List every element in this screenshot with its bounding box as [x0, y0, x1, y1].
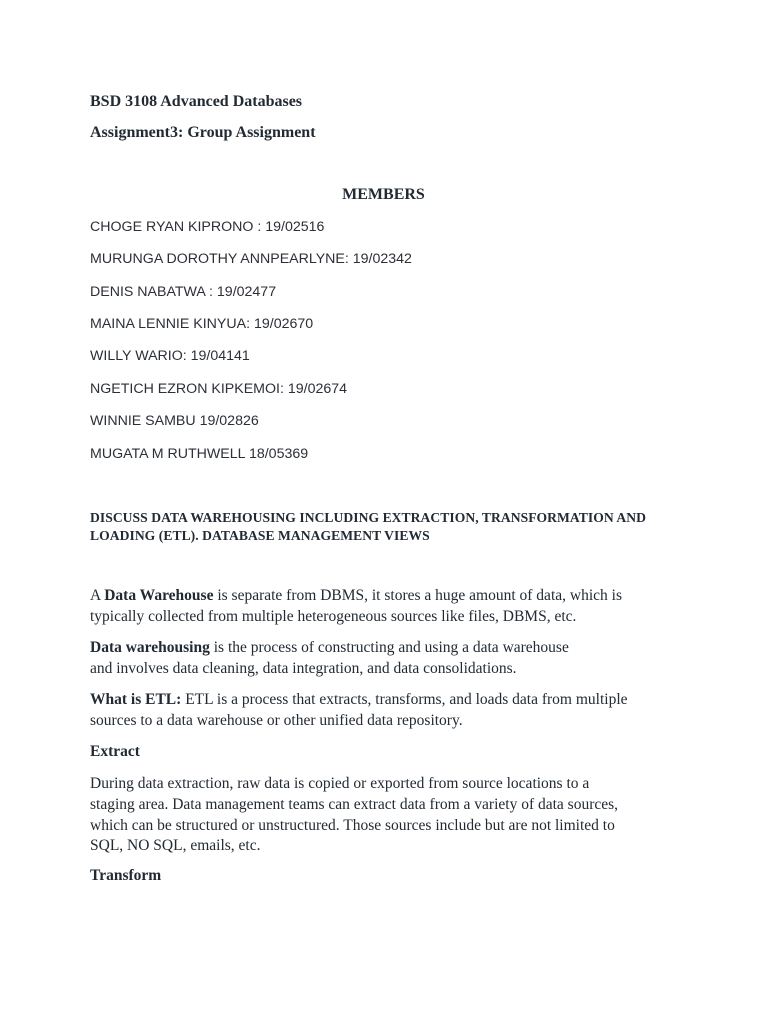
document-page	[90, 0, 690, 1024]
member-item: MAINA LENNIE KINYUA: 19/02670	[90, 316, 314, 332]
member-item: DENIS NABATWA : 19/02477	[90, 284, 277, 300]
paragraph-text: A	[90, 587, 105, 604]
member-item: MUGATA M RUTHWELL 18/05369	[90, 446, 309, 462]
paragraph-text: typically collected from multiple heterogeneous sources like files, DBMS, etc.	[90, 607, 577, 625]
transform-heading: Transform	[90, 867, 162, 884]
question-line: LOADING (ETL). DATABASE MANAGEMENT VIEWS	[90, 528, 430, 543]
term-etl: What is ETL:	[90, 691, 182, 708]
paragraph-line: which can be structured or unstructured. Those sources include but are not limited to	[90, 816, 615, 834]
paragraph-line: staging area. Data management teams can extract data from a variety of data sources,	[90, 795, 619, 813]
paragraph-text: is separate from DBMS, it stores a huge amount of data, which is	[213, 587, 622, 604]
paragraph-line: SQL, NO SQL, emails, etc.	[90, 837, 261, 855]
member-item: CHOGE RYAN KIPRONO : 19/02516	[90, 219, 325, 235]
paragraph-text: is the process of constructing and using a data warehouse	[209, 639, 569, 656]
paragraph-text: and involves data cleaning, data integration, and data consolidations.	[90, 659, 517, 677]
member-item: WILLY WARIO: 19/04141	[90, 348, 250, 364]
term-data-warehouse: Data Warehouse	[104, 587, 214, 604]
etl-paragraph	[90, 690, 680, 732]
extract-paragraph	[90, 774, 680, 857]
question-heading	[90, 509, 690, 545]
term-data-warehousing: Data warehousing	[90, 639, 210, 656]
data-warehousing-paragraph	[90, 638, 680, 680]
data-warehouse-paragraph	[90, 586, 680, 628]
paragraph-text: ETL is a process that extracts, transforms, and loads data from multiple	[181, 691, 628, 708]
members-heading: MEMBERS	[342, 186, 425, 203]
paragraph-line: During data extraction, raw data is copied or exported from source locations to a	[90, 775, 590, 792]
member-item: MURUNGA DOROTHY ANNPEARLYNE: 19/02342	[90, 251, 412, 267]
extract-heading: Extract	[90, 743, 140, 760]
course-title: BSD 3108 Advanced Databases	[90, 93, 303, 110]
assignment-title: Assignment3: Group Assignment	[90, 124, 316, 141]
member-item: NGETICH EZRON KIPKEMOI: 19/02674	[90, 381, 348, 397]
question-line: DISCUSS DATA WAREHOUSING INCLUDING EXTRACTION, TRANSFORMATION AND	[90, 510, 647, 525]
paragraph-text: sources to a data warehouse or other unified data repository.	[90, 711, 463, 729]
member-item: WINNIE SAMBU 19/02826	[90, 413, 259, 429]
